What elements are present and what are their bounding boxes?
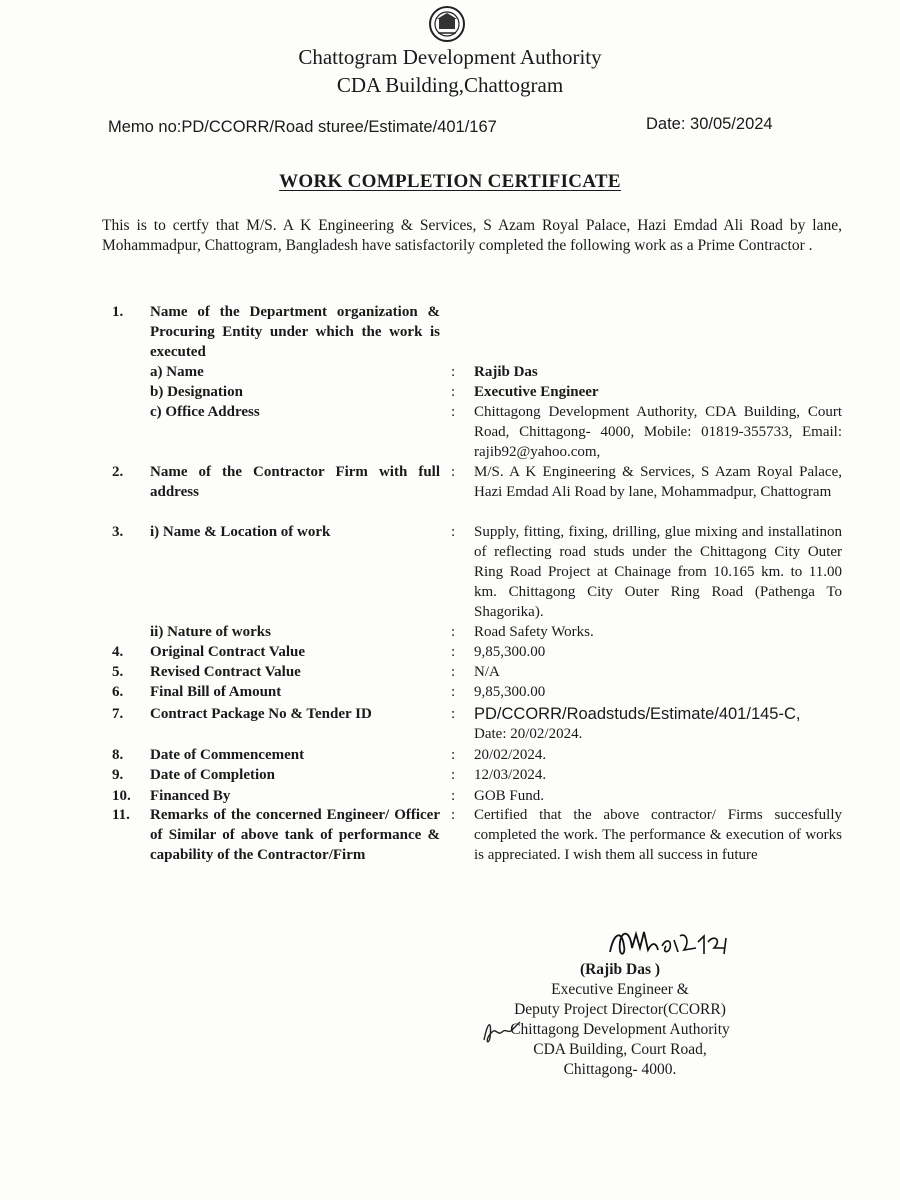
tender-id: PD/CCORR/Roadstuds/Estimate/401/145-C, — [474, 705, 801, 723]
item-label: Name of the Contractor Firm with full address — [150, 464, 440, 500]
item-number: 1. — [112, 304, 124, 320]
signatory-role: Deputy Project Director(CCORR) — [514, 1001, 726, 1018]
item-label: ii) Nature of works — [150, 624, 271, 640]
item-number: 10. — [112, 788, 131, 804]
item-number: 11. — [112, 807, 130, 823]
item-value: GOB Fund. — [474, 788, 545, 804]
item-number: 9. — [112, 767, 124, 783]
memo-date: Date: 30/05/2024 — [646, 115, 773, 133]
item-label: Remarks of the concerned Engineer/ Officer of Similar of above tank of performance & capability of the Contractor/Firm — [150, 807, 440, 863]
item-value: Rajib Das — [474, 364, 538, 380]
item-value: M/S. A K Engineering & Services, S Azam Royal Palace, Hazi Emdad Ali Road by lane, Mohammadpur, Chattogram — [474, 464, 842, 500]
item-label: Date of Completion — [150, 767, 275, 783]
item-label: Original Contract Value — [150, 644, 306, 660]
item-number: 2. — [112, 464, 124, 480]
signatory-title: Executive Engineer & — [551, 981, 689, 998]
signatory-address-2: Chittagong- 4000. — [563, 1061, 677, 1078]
item-number: 8. — [112, 747, 124, 763]
item-value: 9,85,300.00 — [474, 644, 546, 660]
organization-address: CDA Building,Chattogram — [336, 73, 564, 97]
item-label: b) Designation — [150, 384, 243, 400]
signature-block — [470, 960, 770, 1080]
item-label: Financed By — [150, 788, 231, 804]
item-value: N/A — [474, 664, 500, 680]
item-label: c) Office Address — [150, 404, 260, 420]
item-label: Name of the Department organization & Procuring Entity under which the work is executed — [150, 304, 440, 360]
item-number: 6. — [112, 684, 124, 700]
item-label: a) Name — [150, 364, 204, 380]
item-value: Road Safety Works. — [474, 624, 594, 640]
certificate-title-text: WORK COMPLETION CERTIFICATE — [279, 171, 621, 192]
item-label: Date of Commencement — [150, 747, 305, 763]
item-label: Final Bill of Amount — [150, 684, 282, 700]
item-number: 7. — [112, 706, 124, 722]
item-value: Chittagong Development Authority, CDA Building, Court Road, Chittagong- 4000, Mobile: 01819-355733, Email: rajib92@yahoo.com, — [474, 404, 842, 460]
item-value: Executive Engineer — [474, 384, 599, 400]
item-value: 12/03/2024. — [474, 767, 547, 783]
item-value: 9,85,300.00 — [474, 684, 546, 700]
item-number: 3. — [112, 524, 124, 540]
tender-date: Date: 20/02/2024. — [474, 726, 583, 742]
organization-name: Chattogram Development Authority — [298, 45, 602, 69]
intro-paragraph: This is to certfy that M/S. A K Engineering & Services, S Azam Royal Palace, Hazi Emdad Ali Road by lane, Mohammadpur, Chattogram, Bangladesh have satisfactorily completed the following work as a Prime Contractor . — [102, 217, 842, 254]
signatory-organization: Chittagong Development Authority — [510, 1021, 730, 1038]
item-label: Revised Contract Value — [150, 664, 301, 680]
item-number: 5. — [112, 664, 124, 680]
signatory-address-1: CDA Building, Court Road, — [533, 1041, 707, 1058]
cda-logo-icon — [418, 4, 476, 44]
item-value — [474, 704, 842, 744]
item-value: Certified that the above contractor/ Firms succesfully completed the work. The performance & execution of works is appreciated. I wish them all success in future — [474, 807, 842, 863]
certificate-title — [0, 170, 900, 194]
item-number: 4. — [112, 644, 124, 660]
item-label: Contract Package No & Tender ID — [150, 706, 372, 722]
item-value: Supply, fitting, fixing, drilling, glue mixing and installatinon of reflecting road studs under the Chittagong City Outer Ring Road Project at Chainage from 10.165 km. to 11.00 km. Chittagong City Outer Ring Road (Pathenga To Shagorika). — [474, 524, 842, 620]
memo-number: Memo no:PD/CCORR/Road sturee/Estimate/401/167 — [108, 118, 497, 136]
signatory-name: (Rajib Das ) — [579, 961, 661, 978]
item-label: i) Name & Location of work — [150, 524, 331, 540]
item-value: 20/02/2024. — [474, 747, 547, 763]
